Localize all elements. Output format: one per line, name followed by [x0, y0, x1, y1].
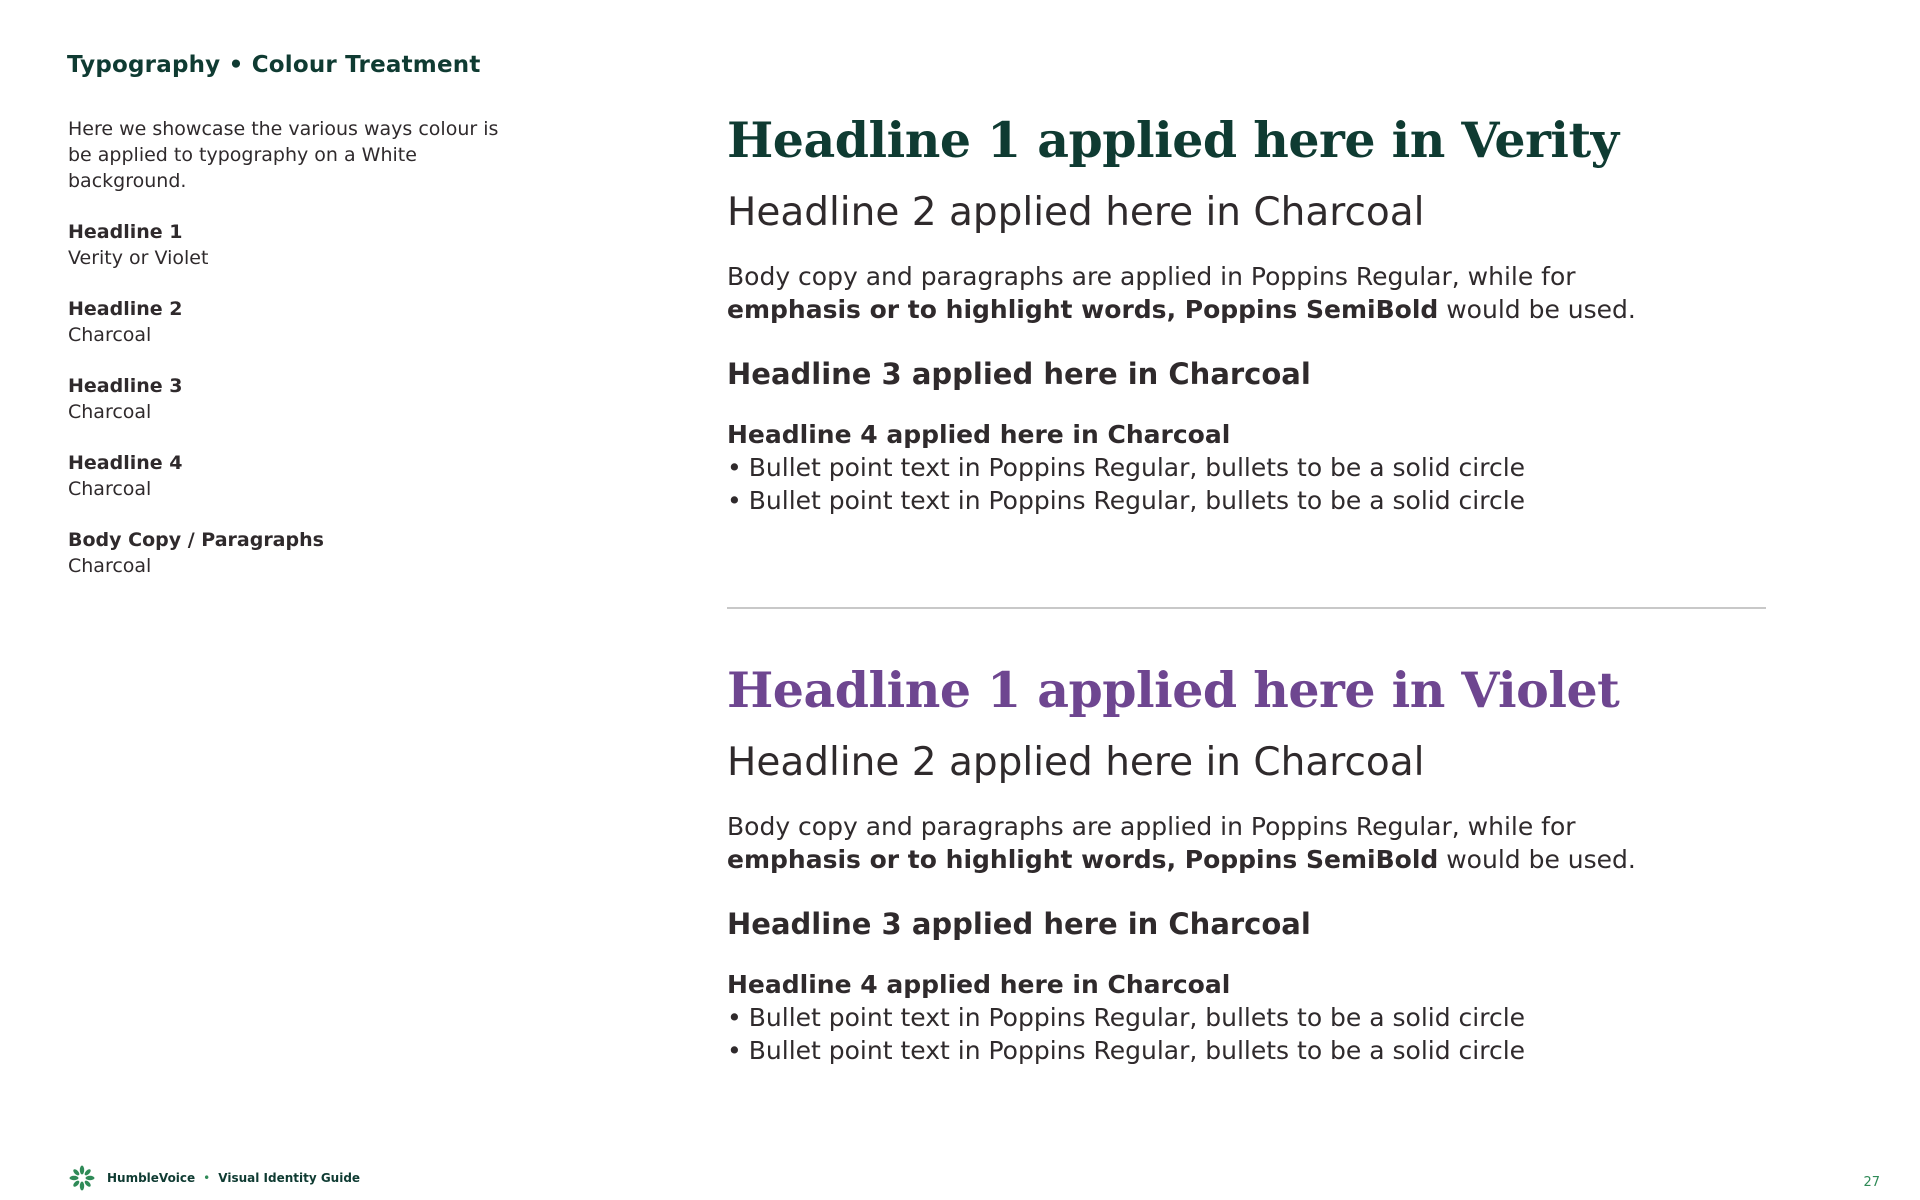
bullet-item: • Bullet point text in Poppins Regular, bullets to be a solid circle — [727, 1001, 1767, 1034]
legend-value: Charcoal — [68, 324, 152, 346]
legend-value: Verity or Violet — [68, 247, 209, 269]
body-regular-text: Body copy and paragraphs are applied in Poppins Regular, while for — [727, 262, 1576, 291]
body-emphasis-text: emphasis or to highlight words, Poppins SemiBold — [727, 295, 1439, 324]
legend-item — [68, 219, 508, 271]
headline-2-sample: Headline 2 applied here in Charcoal — [727, 740, 1425, 785]
sample-section-verity — [727, 106, 1767, 517]
bullet-item: • Bullet point text in Poppins Regular, bullets to be a solid circle — [727, 1034, 1767, 1067]
legend-label: Headline 2 — [68, 298, 183, 320]
bullet-list — [727, 451, 1767, 517]
legend-item — [68, 296, 508, 348]
section-divider — [727, 607, 1766, 609]
legend-item — [68, 373, 508, 425]
headline-2-sample: Headline 2 applied here in Charcoal — [727, 190, 1425, 235]
footer-brand: HumbleVoice — [107, 1171, 196, 1185]
legend-label: Headline 3 — [68, 375, 183, 397]
legend-item — [68, 527, 508, 579]
legend-label: Headline 1 — [68, 221, 183, 243]
body-end-text: would be used. — [1438, 295, 1636, 324]
bullet-item: • Bullet point text in Poppins Regular, bullets to be a solid circle — [727, 451, 1767, 484]
bullet-item: • Bullet point text in Poppins Regular, bullets to be a solid circle — [727, 484, 1767, 517]
page-title: Typography • Colour Treatment — [67, 52, 481, 78]
body-copy-sample — [727, 260, 1767, 326]
footer-separator: • — [203, 1171, 211, 1185]
footer — [69, 1164, 360, 1192]
legend-label: Headline 4 — [68, 452, 183, 474]
legend-item — [68, 450, 508, 502]
page-number: 27 — [1863, 1175, 1880, 1190]
sidebar — [68, 116, 508, 604]
headline-1-sample: Headline 1 applied here in Verity — [727, 111, 1619, 169]
footer-guide-title: Visual Identity Guide — [218, 1171, 361, 1185]
body-end-text: would be used. — [1438, 845, 1636, 874]
headline-4-sample: Headline 4 applied here in Charcoal — [727, 970, 1231, 999]
body-emphasis-text: emphasis or to highlight words, Poppins SemiBold — [727, 845, 1439, 874]
body-regular-text: Body copy and paragraphs are applied in Poppins Regular, while for — [727, 812, 1576, 841]
headline-3-sample: Headline 3 applied here in Charcoal — [727, 357, 1311, 391]
headline-1-sample: Headline 1 applied here in Violet — [727, 661, 1620, 719]
sample-section-violet — [727, 656, 1767, 1067]
legend-value: Charcoal — [68, 478, 152, 500]
flower-logo-icon — [69, 1165, 95, 1191]
legend-label: Body Copy / Paragraphs — [68, 529, 324, 551]
legend-value: Charcoal — [68, 401, 152, 423]
sidebar-intro: Here we showcase the various ways colour is be applied to typography on a White background. — [68, 118, 499, 192]
legend-value: Charcoal — [68, 555, 152, 577]
headline-3-sample: Headline 3 applied here in Charcoal — [727, 907, 1311, 941]
bullet-list — [727, 1001, 1767, 1067]
body-copy-sample — [727, 810, 1767, 876]
headline-4-sample: Headline 4 applied here in Charcoal — [727, 420, 1231, 449]
